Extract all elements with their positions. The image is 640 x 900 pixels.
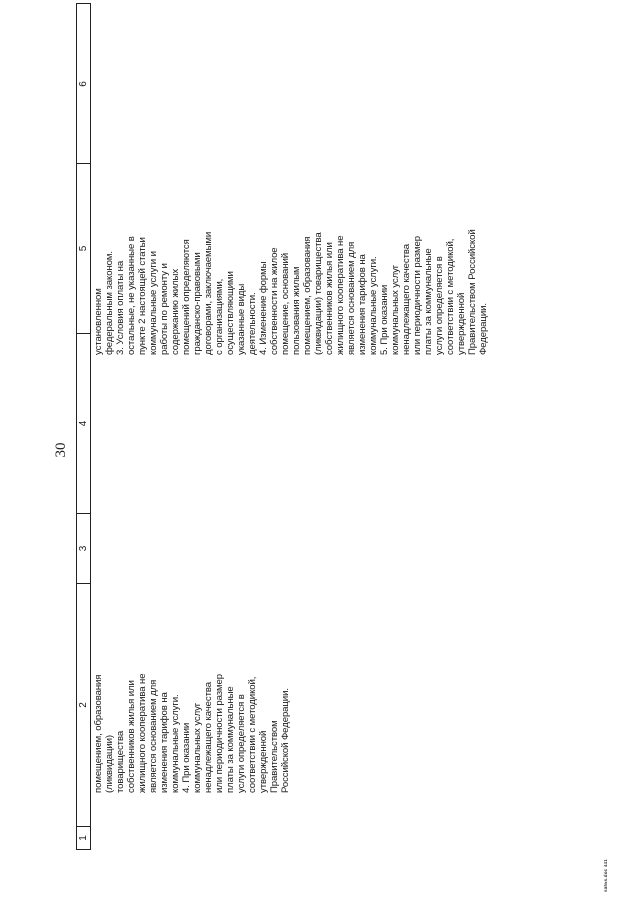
header-cell-3: 3 [77,513,90,583]
table-header-row [76,3,91,850]
header-cell-1: 1 [77,826,90,849]
page-number: 30 [53,442,69,458]
column-2-text: помещением, образования (ликвидации) товарищества собственников жилья или жилищного кооператива не является основанием для изменения тарифов на коммунальные услуги. 4. При оказании коммунальных услуг ненадлежащего качества или периодичности размер платы за коммунальные услуги определяется в соответствии с методикой, утвержденной Правительством Российской Федерации. [93,673,291,793]
column-5-text: установленном федеральным законом. 3. Условия оплаты на остальные, не указанные в пункте 2 настоящей статьи коммунальные услуги и работы по ремонту и содержанию жилых помещений определяются гражданско-правовыми договорами, заключаемыми с организациями, осуществляющими указанные виды деятельности. 4. Изменение формы собственности на жилое помещение, оснований пользования жилым помещением, образования (ликвидации) товарищества собственников жилья или жилищного кооператива не является основанием для изменения тарифов на коммунальные услуги. 5. При оказании коммунальных услуг ненадлежащего качества или периодичности размер платы за коммунальные услуги определяется в соответствии с методикой, утвержденной Правительством Российской Федерации. [93,229,489,355]
header-cell-6: 6 [78,81,89,87]
header-cell-4: 4 [77,333,90,513]
header-cell-5: 5 [77,163,90,333]
file-code-footer: sa№s.doc 441 [603,859,608,892]
header-cell-2: 2 [77,583,90,826]
